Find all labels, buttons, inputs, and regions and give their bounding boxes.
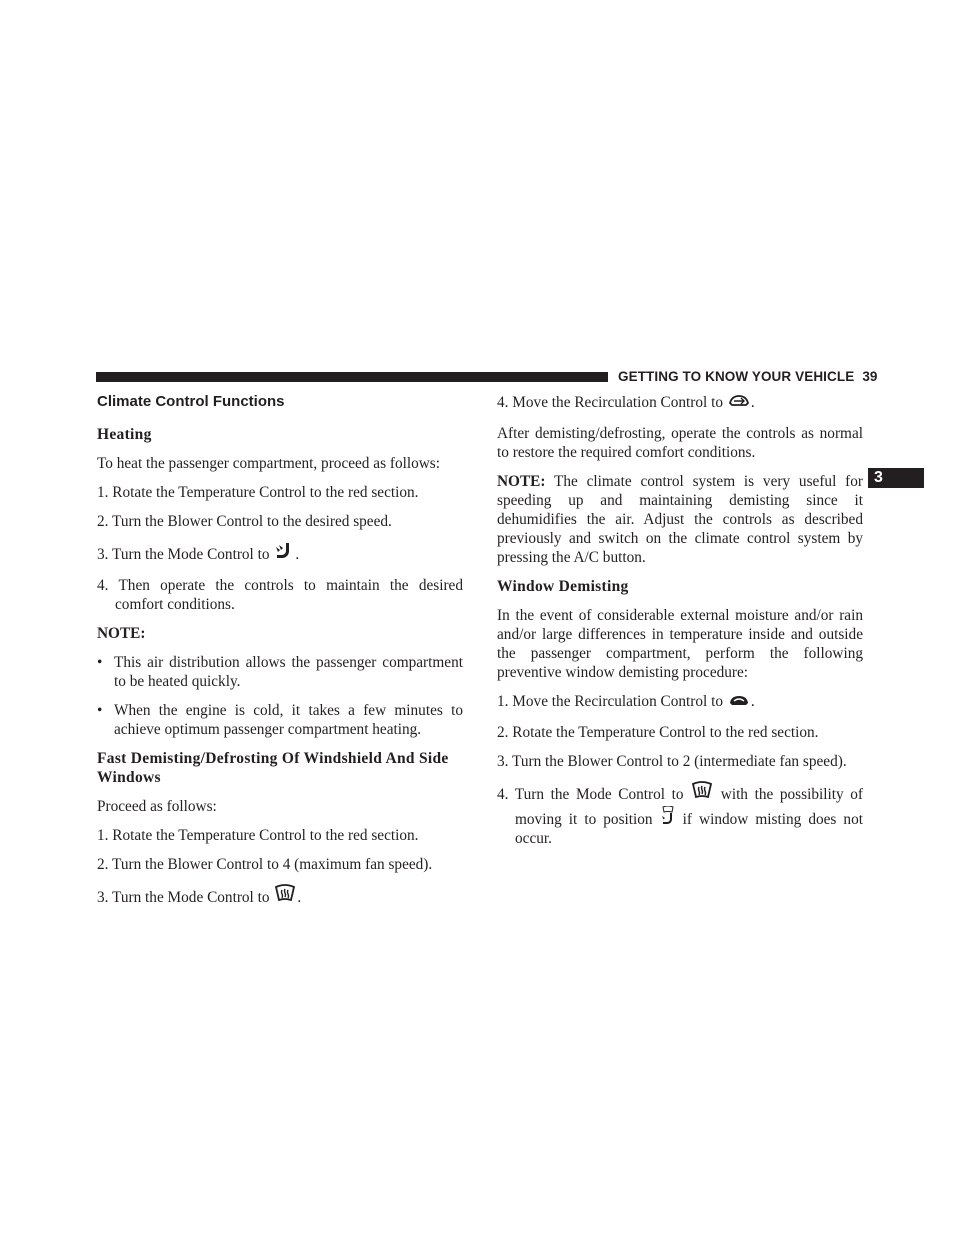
note-paragraph (497, 472, 863, 567)
window-demisting-heading: Window Demisting (497, 578, 629, 595)
fast-step-3-text: 3. Turn the Mode Control to (97, 889, 270, 906)
running-header (618, 369, 878, 384)
note-bullet-2-text: When the engine is cold, it takes a few minutes to achieve optimum passenger compartment heating. (114, 702, 463, 738)
heating-intro: To heat the passenger compartment, proceed as follows: (97, 455, 440, 472)
note-label: NOTE: (497, 473, 546, 490)
heating-heading: Heating (97, 426, 152, 443)
note-bullet-1-text: This air distribution allows the passenger compartment to be heated quickly. (114, 654, 463, 690)
heating-step-4: 4. Then operate the controls to maintain the desired comfort conditions. (97, 577, 463, 613)
section-title: Climate Control Functions (97, 393, 285, 410)
fast-step-1: 1. Rotate the Temperature Control to the red section. (97, 827, 419, 844)
fast-step-4-end: . (750, 394, 755, 411)
heating-step-3 (97, 541, 463, 566)
fast-demisting-heading: Fast Demisting/Defrosting Of Windshield And Side Windows (97, 750, 449, 786)
heating-step-3-text: 3. Turn the Mode Control to (97, 546, 270, 563)
note-label: NOTE: (97, 625, 146, 642)
note-body: The climate control system is very useful for speeding up and maintaining demisting since it dehumidifies the air. Adjust the controls as described previously and switch on the climate control system by pressing the A/C button. (497, 473, 863, 566)
recirculation-icon (728, 692, 750, 713)
window-step-4-end: if window misting does not occur. (515, 811, 863, 847)
note-bullet-2 (97, 701, 463, 739)
window-step-1-end: . (750, 693, 755, 710)
window-step-4 (497, 781, 863, 848)
bullet-dot: • (97, 702, 103, 719)
window-step-1-text: 1. Move the Recirculation Control to (497, 693, 724, 710)
page-number: 39 (862, 369, 878, 384)
window-step-1 (497, 692, 863, 713)
left-column (97, 393, 463, 919)
chapter-tab-number: 3 (874, 469, 883, 486)
defrost-feet-icon (660, 806, 676, 824)
fast-step-4 (497, 393, 863, 414)
fast-step-2: 2. Turn the Blower Control to 4 (maximum fan speed). (97, 856, 433, 873)
note-bullet-1 (97, 653, 463, 691)
feet-vent-icon (274, 541, 294, 566)
fast-step-4-text: 4. Move the Recirculation Control to (497, 394, 724, 411)
window-step-2: 2. Rotate the Temperature Control to the red section. (497, 724, 819, 741)
windshield-defrost-icon (274, 884, 296, 909)
running-header-title: GETTING TO KNOW YOUR VEHICLE (618, 369, 855, 384)
header-rule (96, 372, 608, 382)
window-intro: In the event of considerable external moisture and/or rain and/or large differences in temperature inside and outside the passenger compartment, perform the following preventive window demisting procedure: (497, 607, 863, 681)
fast-step-3 (97, 884, 463, 909)
heating-step-2: 2. Turn the Blower Control to the desired speed. (97, 513, 392, 530)
window-step-3: 3. Turn the Blower Control to 2 (intermediate fan speed). (497, 753, 847, 770)
outside-air-icon (728, 393, 750, 414)
window-step-4-text: 4. Turn the Mode Control to (497, 786, 684, 803)
fast-intro: Proceed as follows: (97, 798, 217, 815)
after-demisting-text: After demisting/defrosting, operate the controls as normal to restore the required comfort conditions. (497, 425, 863, 461)
windshield-defrost-icon (691, 781, 713, 806)
bullet-dot: • (97, 654, 103, 671)
fast-step-3-end: . (297, 889, 302, 906)
right-column (497, 393, 863, 858)
heating-step-1: 1. Rotate the Temperature Control to the red section. (97, 484, 419, 501)
chapter-tab[interactable] (868, 468, 924, 488)
heating-step-3-end: . (295, 546, 300, 563)
window-step-4-middle: with the possibility of moving it to position (515, 786, 863, 828)
